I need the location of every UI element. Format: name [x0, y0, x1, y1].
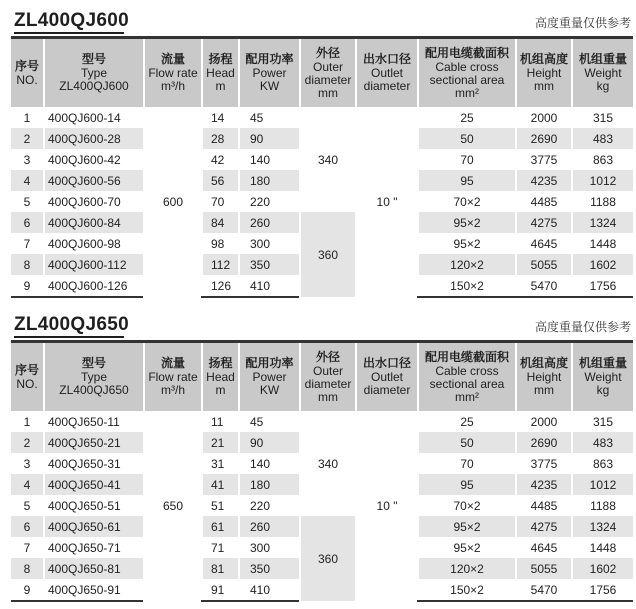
- header-outer: 外径 Outer diameter mm: [300, 342, 356, 412]
- cell-outer-diameter: 360: [300, 516, 356, 601]
- cell-cable: 120×2: [418, 254, 516, 275]
- cell-height: 4645: [516, 537, 572, 558]
- cell-type: 400QJ600-42: [44, 149, 144, 170]
- title-underline: [14, 32, 124, 34]
- cell-weight: 1188: [572, 495, 633, 516]
- model-title: ZL400QJ650: [14, 314, 129, 335]
- cell-outlet-diameter: 10 ": [356, 107, 418, 297]
- cell-head: 84: [202, 212, 239, 233]
- cell-no: 3: [11, 149, 44, 170]
- model-title: ZL400QJ600: [14, 10, 129, 31]
- cell-weight: 1602: [572, 254, 633, 275]
- cell-no: 3: [11, 453, 44, 474]
- cell-cable: 25: [418, 411, 516, 432]
- cell-cable: 50: [418, 432, 516, 453]
- cell-cable: 150×2: [418, 275, 516, 297]
- cell-height: 4235: [516, 474, 572, 495]
- cell-power: 410: [239, 579, 300, 601]
- header-height: 机组高度 Height mm: [516, 342, 572, 412]
- cell-type: 400QJ600-28: [44, 128, 144, 149]
- cell-no: 1: [11, 107, 44, 128]
- header-weight: 机组重量 Weight kg: [572, 342, 633, 412]
- cell-weight: 1324: [572, 516, 633, 537]
- table-row: [11, 212, 633, 233]
- cell-weight: 863: [572, 453, 633, 474]
- header-row: [11, 342, 633, 412]
- cell-power: 300: [239, 537, 300, 558]
- cell-no: 6: [11, 212, 44, 233]
- cell-head: 81: [202, 558, 239, 579]
- cell-height: 3775: [516, 453, 572, 474]
- cell-head: 41: [202, 474, 239, 495]
- cell-type: 400QJ650-21: [44, 432, 144, 453]
- cell-weight: 1756: [572, 275, 633, 297]
- header-flow: 流量 Flow rate m³/h: [144, 38, 202, 108]
- header-head: 扬程 Head m: [202, 38, 239, 108]
- cell-weight: 1012: [572, 474, 633, 495]
- header-height: 机组高度 Height mm: [516, 38, 572, 108]
- table-row: [11, 516, 633, 537]
- cell-type: 400QJ600-98: [44, 233, 144, 254]
- cell-type: 400QJ650-31: [44, 453, 144, 474]
- cell-head: 61: [202, 516, 239, 537]
- cell-height: 4275: [516, 516, 572, 537]
- cell-power: 350: [239, 254, 300, 275]
- cell-power: 220: [239, 191, 300, 212]
- header-row: [11, 38, 633, 108]
- section-header: [11, 310, 633, 340]
- cell-outer-diameter: 340: [300, 411, 356, 516]
- cell-weight: 1602: [572, 558, 633, 579]
- cell-cable: 95: [418, 474, 516, 495]
- cell-height: 4645: [516, 233, 572, 254]
- cell-power: 300: [239, 233, 300, 254]
- cell-type: 400QJ600-84: [44, 212, 144, 233]
- cell-height: 5055: [516, 558, 572, 579]
- cell-weight: 1188: [572, 191, 633, 212]
- section-zl400qj650: [11, 310, 633, 602]
- header-power: 配用功率 Power KW: [239, 342, 300, 412]
- table-row: [11, 411, 633, 432]
- cell-no: 1: [11, 411, 44, 432]
- cell-cable: 95×2: [418, 537, 516, 558]
- header-head: 扬程 Head m: [202, 342, 239, 412]
- cell-cable: 95×2: [418, 516, 516, 537]
- cell-type: 400QJ650-11: [44, 411, 144, 432]
- cell-power: 180: [239, 474, 300, 495]
- table-body: [11, 107, 633, 297]
- cell-power: 260: [239, 212, 300, 233]
- cell-cable: 70×2: [418, 191, 516, 212]
- cell-height: 4275: [516, 212, 572, 233]
- cell-height: 2690: [516, 128, 572, 149]
- cell-weight: 315: [572, 411, 633, 432]
- header-weight: 机组重量 Weight kg: [572, 38, 633, 108]
- cell-head: 71: [202, 537, 239, 558]
- section-zl400qj600: [11, 6, 633, 298]
- cell-head: 56: [202, 170, 239, 191]
- cell-no: 7: [11, 537, 44, 558]
- cell-weight: 483: [572, 432, 633, 453]
- cell-weight: 1756: [572, 579, 633, 601]
- cell-head: 42: [202, 149, 239, 170]
- cell-power: 180: [239, 170, 300, 191]
- cell-type: 400QJ600-56: [44, 170, 144, 191]
- cell-power: 45: [239, 411, 300, 432]
- header-no: 序号 NO.: [11, 342, 44, 412]
- cell-type: 400QJ600-14: [44, 107, 144, 128]
- cell-power: 45: [239, 107, 300, 128]
- cell-cable: 70×2: [418, 495, 516, 516]
- cell-height: 5470: [516, 275, 572, 297]
- header-outlet: 出水口径 Outlet diameter: [356, 38, 418, 108]
- header-power: 配用功率 Power KW: [239, 38, 300, 108]
- cell-head: 98: [202, 233, 239, 254]
- section-header: [11, 6, 633, 36]
- cell-power: 140: [239, 149, 300, 170]
- cell-type: 400QJ650-81: [44, 558, 144, 579]
- cell-cable: 95×2: [418, 212, 516, 233]
- cell-height: 5470: [516, 579, 572, 601]
- cell-power: 260: [239, 516, 300, 537]
- cell-height: 4235: [516, 170, 572, 191]
- cell-head: 31: [202, 453, 239, 474]
- cell-type: 400QJ650-91: [44, 579, 144, 601]
- spec-table: [11, 340, 633, 602]
- header-type: 型号 Type ZL400QJ600: [44, 38, 144, 108]
- cell-height: 2690: [516, 432, 572, 453]
- cell-no: 6: [11, 516, 44, 537]
- cell-power: 410: [239, 275, 300, 297]
- reference-note: 高度重量仅供参考: [534, 16, 631, 30]
- cell-head: 28: [202, 128, 239, 149]
- cell-head: 14: [202, 107, 239, 128]
- cell-height: 3775: [516, 149, 572, 170]
- cell-cable: 25: [418, 107, 516, 128]
- cell-weight: 1324: [572, 212, 633, 233]
- header-flow: 流量 Flow rate m³/h: [144, 342, 202, 412]
- cell-head: 126: [202, 275, 239, 297]
- cell-type: 400QJ650-71: [44, 537, 144, 558]
- cell-cable: 70: [418, 149, 516, 170]
- cell-no: 8: [11, 254, 44, 275]
- cell-no: 4: [11, 170, 44, 191]
- cell-no: 9: [11, 275, 44, 297]
- table-row: [11, 107, 633, 128]
- cell-flow: 600: [144, 107, 202, 297]
- cell-head: 91: [202, 579, 239, 601]
- header-outlet: 出水口径 Outlet diameter: [356, 342, 418, 412]
- cell-head: 51: [202, 495, 239, 516]
- cell-no: 4: [11, 474, 44, 495]
- cell-no: 5: [11, 495, 44, 516]
- cell-weight: 1448: [572, 537, 633, 558]
- cell-type: 400QJ650-41: [44, 474, 144, 495]
- spec-table: [11, 36, 633, 298]
- cell-weight: 1012: [572, 170, 633, 191]
- cell-flow: 650: [144, 411, 202, 601]
- cell-no: 2: [11, 128, 44, 149]
- cell-no: 2: [11, 432, 44, 453]
- cell-weight: 483: [572, 128, 633, 149]
- header-no: 序号 NO.: [11, 38, 44, 108]
- cell-cable: 70: [418, 453, 516, 474]
- cell-height: 5055: [516, 254, 572, 275]
- header-cable: 配用电缆截面积 Cable cross sectional area mm²: [418, 38, 516, 108]
- cell-height: 4485: [516, 191, 572, 212]
- header-outer: 外径 Outer diameter mm: [300, 38, 356, 108]
- cell-head: 70: [202, 191, 239, 212]
- cell-type: 400QJ600-126: [44, 275, 144, 297]
- cell-no: 5: [11, 191, 44, 212]
- cell-height: 2000: [516, 107, 572, 128]
- cell-head: 21: [202, 432, 239, 453]
- cell-power: 220: [239, 495, 300, 516]
- cell-power: 90: [239, 128, 300, 149]
- cell-height: 2000: [516, 411, 572, 432]
- cell-type: 400QJ650-61: [44, 516, 144, 537]
- header-cable: 配用电缆截面积 Cable cross sectional area mm²: [418, 342, 516, 412]
- cell-type: 400QJ600-112: [44, 254, 144, 275]
- cell-outer-diameter: 360: [300, 212, 356, 297]
- cell-cable: 95×2: [418, 233, 516, 254]
- cell-outer-diameter: 340: [300, 107, 356, 212]
- cell-height: 4485: [516, 495, 572, 516]
- cell-type: 400QJ650-51: [44, 495, 144, 516]
- cell-cable: 120×2: [418, 558, 516, 579]
- cell-weight: 1448: [572, 233, 633, 254]
- title-underline: [14, 336, 124, 338]
- cell-type: 400QJ600-70: [44, 191, 144, 212]
- cell-power: 350: [239, 558, 300, 579]
- cell-weight: 315: [572, 107, 633, 128]
- cell-outlet-diameter: 10 ": [356, 411, 418, 601]
- cell-power: 90: [239, 432, 300, 453]
- cell-weight: 863: [572, 149, 633, 170]
- cell-no: 9: [11, 579, 44, 601]
- cell-no: 7: [11, 233, 44, 254]
- reference-note: 高度重量仅供参考: [534, 320, 631, 334]
- cell-power: 140: [239, 453, 300, 474]
- cell-cable: 150×2: [418, 579, 516, 601]
- cell-cable: 50: [418, 128, 516, 149]
- cell-no: 8: [11, 558, 44, 579]
- table-body: [11, 411, 633, 601]
- cell-cable: 95: [418, 170, 516, 191]
- header-type: 型号 Type ZL400QJ650: [44, 342, 144, 412]
- cell-head: 11: [202, 411, 239, 432]
- cell-head: 112: [202, 254, 239, 275]
